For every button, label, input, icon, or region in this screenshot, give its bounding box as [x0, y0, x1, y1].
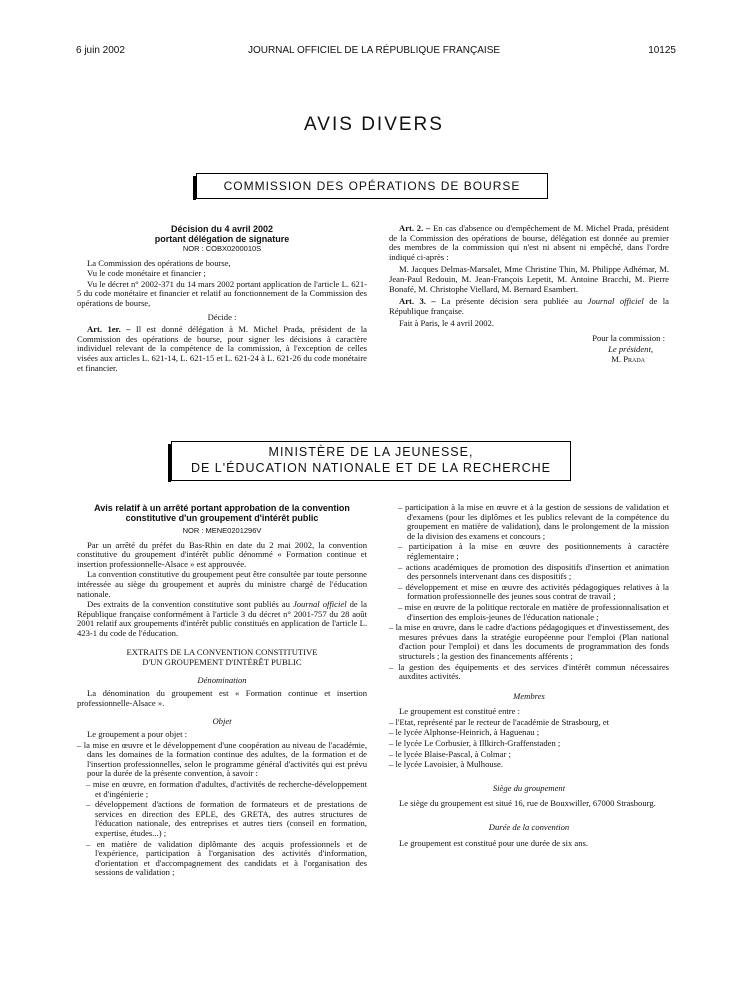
article-text: de la République française.	[389, 296, 669, 316]
cob-paragraph: Vu le décret n° 2002-371 du 14 mars 2002 portant application de l'article L. 621-5 du code monétaire et financier et relatif au fonctionnement de la Commission des opérations de bourse,	[77, 278, 367, 308]
heading-denomination: Dénomination	[197, 674, 247, 685]
cob-signature-title: Le président,	[608, 343, 653, 354]
avis-title: Avis relatif à un arrêté portant approbation de la convention constitutive d'un groupement d'intérêt public	[94, 503, 350, 523]
objet-item: – la mise en œuvre et le développement d'une coopération au niveau de l'académie, dans les domaines de la formation continue des adultes, de la formation et de l'insertion professionnelles, selon le programme général d'activités qui est prévu pour la durée de la présente convention, à savoir :	[77, 739, 367, 779]
avis-paragraph: La convention constitutive du groupement peut être consultée par toute personne intéressée au siège du groupement et auprès du ministre chargé de l'éducation nationale.	[77, 569, 367, 599]
extraits-heading-line2: D'UN GROUPEMENT D'INTÉRÊT PUBLIC	[142, 657, 302, 668]
membre-item: – le lycée Blaise-Pascal, à Colmar ;	[389, 748, 511, 759]
cob-decision-title: Décision du 4 avril 2002	[170, 224, 274, 234]
ministry-right-column	[389, 503, 669, 849]
cob-signature-line: Pour la commission :	[592, 332, 665, 343]
extraits-heading-line1: EXTRAITS DE LA CONVENTION CONSTITUTIVE	[126, 646, 318, 657]
ministry-box-line2: DE L'ÉDUCATION NATIONALE ET DE LA RECHERCHE	[190, 461, 552, 475]
objet-subitem: – développement et mise en œuvre des activités pédagogiques relatives à la formation professionnelle des jeunes sous contrat de travail ;	[398, 581, 669, 602]
heading-siege: Siège du groupement	[492, 782, 566, 793]
ministry-header-box	[171, 441, 571, 481]
header-page-number: 10125	[648, 45, 676, 56]
membre-item: – le lycée Le Corbusier, à Illkirch-Graffenstaden ;	[389, 738, 561, 749]
avis-text: Des extraits de la convention constitutive sont publiés au	[87, 599, 293, 610]
duree-text: Le groupement est constitué pour une durée de six ans.	[399, 837, 589, 848]
cob-right-column	[389, 224, 669, 366]
objet-subitem: – développement d'actions de formation de formateurs et de prestations de services en direction des EPLE, des GRETA, des autres structures de l'éducation nationale, des entreprises et autres tiers (conseil en formation, expertise, études...) ;	[86, 799, 367, 839]
article-label: Art. 3. –	[399, 296, 436, 307]
objet-subitem: – actions académiques de promotion des dispositifs d'insertion et animation des personnels intervenant dans ces dispositifs ;	[398, 561, 669, 582]
journal-officiel-ref: Journal officiel	[292, 599, 347, 610]
objet-item: – la mise en œuvre, dans le cadre d'actions pédagogiques et d'investissement, des mesures prévues dans la stratégie européenne pour l'emploi (Plan national d'action pour l'emploi) et dans les documents de programmation des fonds structurels ; la gestion des financements afférents ;	[389, 622, 669, 661]
objet-intro: Le groupement a pour objet :	[87, 729, 187, 740]
objet-subitem: – en matière de validation diplômante des acquis professionnels et de l'expérience, participation à l'organisation des activités d'information, d'orientation et d'accompagnement des candidats et à l'organisation des sessions de validation ;	[86, 838, 367, 878]
cob-nor: NOR : COBX0200010S	[182, 244, 262, 253]
header-date: 6 juin 2002	[76, 45, 125, 56]
objet-item: – la gestion des équipements et des services d'intérêt commun nécessaires auxdites activités.	[389, 661, 669, 682]
article-text: La présente décision sera publiée au	[435, 296, 588, 307]
header-journal-title: JOURNAL OFFICIEL DE LA RÉPUBLIQUE FRANÇAISE	[247, 45, 501, 56]
cob-decide: Décide :	[207, 311, 237, 322]
cob-paragraph: La Commission des opérations de bourse,	[87, 257, 231, 268]
cob-paragraph: Vu le code monétaire et financier ;	[87, 268, 206, 279]
membre-item: – l'Etat, représenté par le recteur de l'académie de Strasbourg, et	[389, 716, 610, 727]
cob-article-1	[77, 325, 367, 373]
cob-article-2	[389, 224, 669, 262]
cob-left-column	[77, 224, 367, 374]
objet-subitem: – participation à la mise en œuvre et à la gestion de sessions de validation et d'examens (pour les diplômes et les publics relevant de la compétence du groupement en matière de validation), dans le prolongement de la mission de la division des examens et concours ;	[398, 502, 669, 541]
avis-nor: NOR : MENE0201296V	[182, 526, 262, 535]
heading-duree: Durée de la convention	[488, 822, 570, 833]
article-text: Il est donné délégation à M. Michel Prada, président de la Commission des opérations de bourse, pour signer les décisions à caractère individuel relevant de la compétence de la commission, à l'exception de celles visées aux articles L. 621-14, L. 621-15 et L. 621-24 à L. 621-26 du code monétaire et financier.	[77, 324, 367, 373]
membre-item: – le lycée Lavoisier, à Mulhouse.	[389, 759, 503, 770]
objet-subitem: – participation à la mise en œuvre des positionnements à caractère réglementaire ;	[398, 541, 669, 561]
section-title: AVIS DIVERS	[304, 114, 444, 135]
journal-officiel-ref: Journal officiel	[587, 296, 644, 307]
avis-paragraph	[77, 600, 367, 638]
avis-text: de la République française conformément à l'article 3 du décret n° 2001-757 du 28 août 2001 relatif aux groupements d'intérêt public constitués en application de l'article L. 423-1 du code de l'éducation.	[77, 599, 367, 638]
avis-paragraph: Par un arrêté du préfet du Bas-Rhin en date du 2 mai 2002, la convention constitutive du groupement d'intérêt public dénommé « Formation continue et insertion professionnelle-Alsace » est approuvée.	[77, 539, 367, 569]
cob-members: M. Jacques Delmas-Marsalet, Mme Christine Thin, M. Philippe Adhémar, M. Jean-Paul Redouin, M. Jean-François Lepetit, M. Antoine Bracchi, M. Pierre Bonafé, M. Christophe Viellard, M. Bernard Esambert.	[389, 264, 669, 294]
denomination-text: La dénomination du groupement est « Formation continue et insertion professionnelle-Alsace ».	[77, 688, 367, 708]
ministry-left-column	[77, 503, 367, 879]
cob-article-3	[389, 297, 669, 316]
cob-fait: Fait à Paris, le 4 avril 2002.	[399, 318, 494, 329]
heading-objet: Objet	[212, 715, 232, 726]
ministry-box-line1: MINISTÈRE DE LA JEUNESSE,	[268, 445, 474, 459]
heading-membres: Membres	[513, 690, 545, 701]
article-label: Art. 1er. –	[87, 324, 131, 335]
siege-text: Le siège du groupement est situé 16, rue de Bouxwiller, 67000 Strasbourg.	[399, 798, 656, 809]
cob-signature-name: M. Prada	[611, 354, 645, 365]
cob-box-title: COMMISSION DES OPÉRATIONS DE BOURSE	[223, 179, 521, 193]
membre-item: – le lycée Alphonse-Heinrich, à Haguenau ;	[389, 727, 540, 738]
objet-subitem: – mise en œuvre, en formation d'adultes, d'activités de recherche-développement et d'ingénierie ;	[86, 779, 367, 799]
membres-intro: Le groupement est constitué entre :	[399, 706, 520, 717]
cob-box-shadow	[193, 176, 196, 200]
objet-subitem: – mise en œuvre de la politique rectorale en matière de professionnalisation et d'insertion des emplois-jeunes de l'éducation nationale ;	[398, 601, 669, 622]
article-text: En cas d'absence ou d'empêchement de M. Michel Prada, président de la Commission des opérations de bourse, délégation est donnée au premier des membres de la commission qui n'est ni absent ni empêché, dans l'ordre indiqué ci-après :	[389, 223, 669, 262]
ministry-box-shadow	[168, 444, 171, 482]
cob-header-box	[196, 173, 548, 199]
article-label: Art. 2. –	[399, 223, 431, 233]
cob-decision-subtitle: portant délégation de signature	[154, 234, 290, 244]
